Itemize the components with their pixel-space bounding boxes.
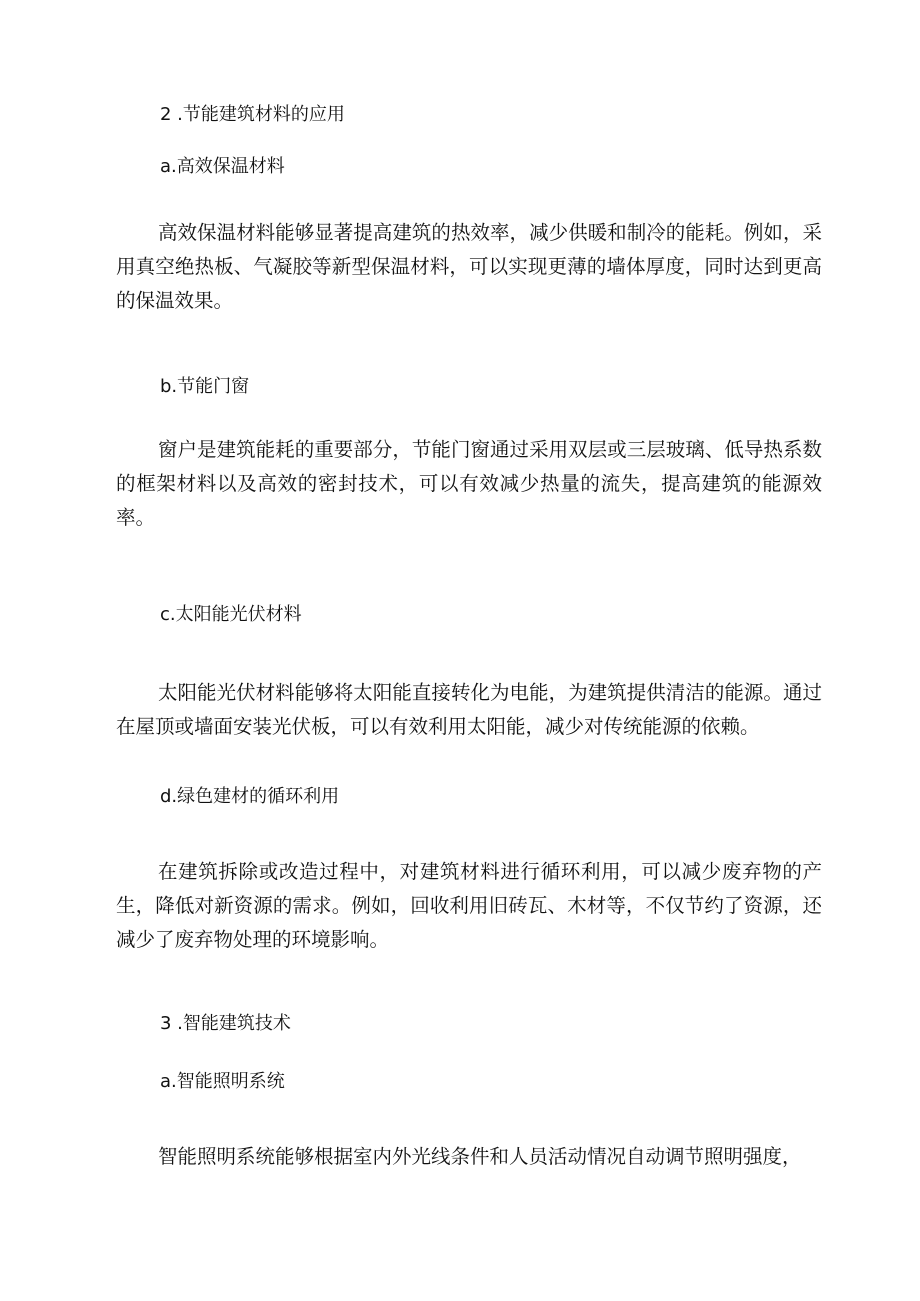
paragraph-green-materials-recycling: 在建筑拆除或改造过程中，对建筑材料进行循环利用，可以减少废弃物的产生，降低对新资源的需求。例如，回收利用旧砖瓦、木材等，不仅节约了资源，还减少了废弃物处理的环境影响。 — [116, 860, 822, 951]
subheading-smart-lighting: a.智能照明系统 — [160, 1071, 285, 1092]
subheading-energy-saving-windows: b.节能门窗 — [160, 376, 250, 397]
subheading-insulation-materials: a.高效保温材料 — [160, 156, 285, 177]
paragraph-solar-pv-materials: 太阳能光伏材料能够将太阳能直接转化为电能，为建筑提供清洁的能源。通过在屋顶或墙面安装光伏板，可以有效利用太阳能，减少对传统能源的依赖。 — [116, 681, 822, 738]
section-heading-energy-saving-materials: 2 .节能建筑材料的应用 — [160, 104, 345, 125]
section-heading-smart-building: 3 .智能建筑技术 — [160, 1013, 291, 1034]
paragraph-insulation-materials: 高效保温材料能够显著提高建筑的热效率，减少供暖和制冷的能耗。例如，采用真空绝热板、气凝胶等新型保温材料，可以实现更薄的墙体厚度，同时达到更高的保温效果。 — [116, 221, 822, 312]
paragraph-smart-lighting: 智能照明系统能够根据室内外光线条件和人员活动情况自动调节照明强度， — [158, 1145, 802, 1168]
paragraph-energy-saving-windows: 窗户是建筑能耗的重要部分，节能门窗通过采用双层或三层玻璃、低导热系数的框架材料以及高效的密封技术，可以有效减少热量的流失，提高建筑的能源效率。 — [116, 438, 822, 529]
subheading-green-materials-recycling: d.绿色建材的循环利用 — [160, 786, 340, 807]
subheading-solar-pv-materials: c.太阳能光伏材料 — [160, 604, 302, 625]
